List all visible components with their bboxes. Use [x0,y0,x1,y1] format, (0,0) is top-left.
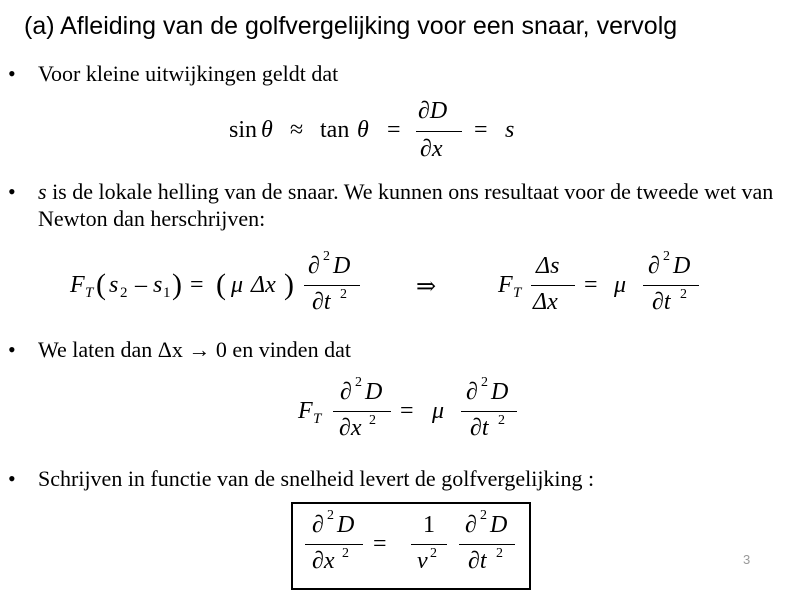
slide-title: (a) Afleiding van de golfvergelijking voor een snaar, vervolg [24,12,678,40]
equation-wave: ∂ 2 D ∂x 2 = 1 v 2 ∂ 2 D ∂t 2 [0,0,800,600]
bullet-marker: • [8,466,16,491]
bullet-marker: • [8,61,16,86]
page-number: 3 [743,552,751,567]
bullet-text: We laten dan Δx → 0 en vinden dat [38,337,351,362]
equation-small-angle: sin θ ≈ tan θ = ∂D ∂x = s [229,98,515,162]
bullet-text: s is de lokale helling van de snaar. We kunnen ons resultaat voor de tweede wet van Newton dan herschrijven: [38,179,774,231]
bullet-text: Schrijven in functie van de snelheid levert de golfvergelijking : [38,466,595,491]
bullet-marker: • [8,179,16,204]
equation-newton: F T ( s 2 – s 1 ) = ( μ Δx ) ∂ 2 D ∂t 2 ⇒ F T Δs Δx = μ ∂ 2 D ∂t 2 [0,0,800,600]
bullet-marker: • [8,337,16,362]
equation-limit: F T ∂ 2 D ∂x 2 = μ ∂ 2 D ∂t 2 [0,0,800,600]
bullet-text: Voor kleine uitwijkingen geldt dat [38,61,339,86]
